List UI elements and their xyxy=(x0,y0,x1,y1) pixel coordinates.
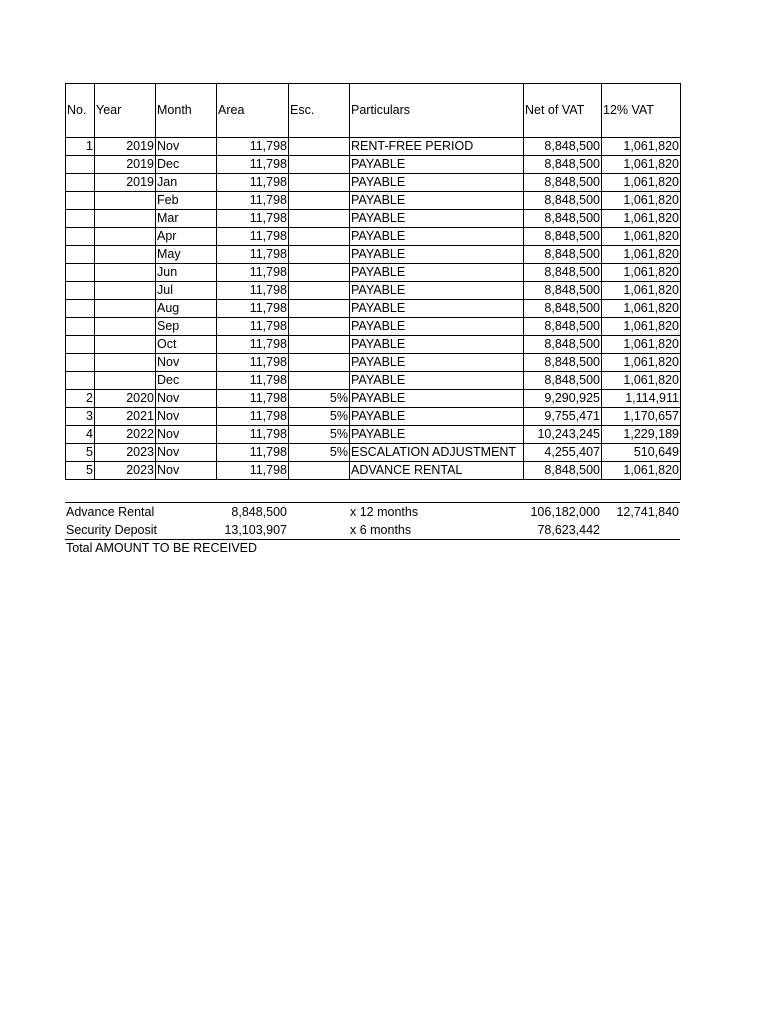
advance-rental-multiplier: x 12 months xyxy=(349,503,523,522)
cell-no: 3 xyxy=(66,408,95,426)
col-header-no: No. xyxy=(66,84,95,138)
cell-particulars: PAYABLE xyxy=(350,318,524,336)
cell-esc xyxy=(289,318,350,336)
cell-area: 11,798 xyxy=(217,336,289,354)
cell-esc xyxy=(289,138,350,156)
total-amount-label: Total AMOUNT TO BE RECEIVED xyxy=(66,541,258,555)
cell-year: 2023 xyxy=(95,462,156,480)
cell-net-of-vat: 9,290,925 xyxy=(524,390,602,408)
cell-year xyxy=(95,246,156,264)
cell-vat: 1,170,657 xyxy=(602,408,681,426)
table-row xyxy=(66,246,681,264)
cell-esc xyxy=(289,192,350,210)
cell-no xyxy=(66,336,95,354)
cell-no xyxy=(66,192,95,210)
security-deposit-row xyxy=(65,521,680,540)
cell-vat: 1,229,189 xyxy=(602,426,681,444)
cell-net-of-vat: 8,848,500 xyxy=(524,228,602,246)
cell-net-of-vat: 8,848,500 xyxy=(524,336,602,354)
cell-net-of-vat: 8,848,500 xyxy=(524,174,602,192)
cell-year: 2020 xyxy=(95,390,156,408)
cell-net-of-vat: 9,755,471 xyxy=(524,408,602,426)
cell-year xyxy=(95,372,156,390)
cell-vat: 1,061,820 xyxy=(602,174,681,192)
cell-year: 2019 xyxy=(95,174,156,192)
rental-schedule-table xyxy=(65,83,681,480)
table-row xyxy=(66,336,681,354)
table-row xyxy=(66,174,681,192)
cell-particulars: ADVANCE RENTAL xyxy=(350,462,524,480)
cell-particulars: PAYABLE xyxy=(350,246,524,264)
table-row xyxy=(66,192,681,210)
cell-esc xyxy=(289,228,350,246)
cell-esc xyxy=(289,174,350,192)
cell-area: 11,798 xyxy=(217,156,289,174)
cell-month: Sep xyxy=(156,318,217,336)
cell-particulars: PAYABLE xyxy=(350,156,524,174)
cell-esc xyxy=(289,462,350,480)
cell-no xyxy=(66,318,95,336)
cell-esc xyxy=(289,246,350,264)
cell-no xyxy=(66,264,95,282)
cell-vat: 1,061,820 xyxy=(602,300,681,318)
cell-net-of-vat: 8,848,500 xyxy=(524,300,602,318)
cell-no xyxy=(66,210,95,228)
cell-month: Apr xyxy=(156,228,217,246)
cell-net-of-vat: 8,848,500 xyxy=(524,282,602,300)
cell-year xyxy=(95,300,156,318)
table-row xyxy=(66,210,681,228)
cell-net-of-vat: 8,848,500 xyxy=(524,318,602,336)
cell-vat: 1,114,911 xyxy=(602,390,681,408)
cell-year: 2019 xyxy=(95,138,156,156)
advance-rental-net-total: 106,182,000 xyxy=(523,503,601,522)
cell-esc xyxy=(289,156,350,174)
cell-particulars: PAYABLE xyxy=(350,174,524,192)
cell-area: 11,798 xyxy=(217,462,289,480)
cell-area: 11,798 xyxy=(217,390,289,408)
cell-area: 11,798 xyxy=(217,318,289,336)
cell-net-of-vat: 8,848,500 xyxy=(524,210,602,228)
cell-month: Jul xyxy=(156,282,217,300)
cell-vat: 1,061,820 xyxy=(602,246,681,264)
col-header-area: Area xyxy=(217,84,289,138)
cell-esc xyxy=(289,336,350,354)
cell-month: Nov xyxy=(156,444,217,462)
cell-vat: 1,061,820 xyxy=(602,264,681,282)
cell-month: Dec xyxy=(156,372,217,390)
cell-net-of-vat: 10,243,245 xyxy=(524,426,602,444)
cell-year xyxy=(95,354,156,372)
cell-no xyxy=(66,228,95,246)
cell-vat: 1,061,820 xyxy=(602,354,681,372)
cell-vat: 1,061,820 xyxy=(602,210,681,228)
table-row xyxy=(66,318,681,336)
cell-net-of-vat: 8,848,500 xyxy=(524,264,602,282)
cell-net-of-vat: 8,848,500 xyxy=(524,156,602,174)
table-row xyxy=(66,444,681,462)
cell-vat: 1,061,820 xyxy=(602,228,681,246)
cell-particulars: PAYABLE xyxy=(350,426,524,444)
cell-area: 11,798 xyxy=(217,444,289,462)
cell-year: 2019 xyxy=(95,156,156,174)
cell-esc: 5% xyxy=(289,444,350,462)
cell-year: 2023 xyxy=(95,444,156,462)
cell-year: 2022 xyxy=(95,426,156,444)
security-deposit-spacer xyxy=(288,521,349,540)
cell-particulars: PAYABLE xyxy=(350,192,524,210)
cell-vat: 1,061,820 xyxy=(602,282,681,300)
table-row xyxy=(66,390,681,408)
cell-no: 2 xyxy=(66,390,95,408)
cell-area: 11,798 xyxy=(217,300,289,318)
cell-particulars: PAYABLE xyxy=(350,282,524,300)
table-row xyxy=(66,300,681,318)
summary-table xyxy=(65,502,680,540)
cell-particulars: PAYABLE xyxy=(350,264,524,282)
cell-year xyxy=(95,264,156,282)
cell-net-of-vat: 8,848,500 xyxy=(524,462,602,480)
header-row xyxy=(66,84,681,138)
security-deposit-vat-total xyxy=(601,521,680,540)
cell-esc xyxy=(289,372,350,390)
cell-area: 11,798 xyxy=(217,138,289,156)
table-row xyxy=(66,138,681,156)
cell-month: Nov xyxy=(156,138,217,156)
cell-month: Feb xyxy=(156,192,217,210)
cell-area: 11,798 xyxy=(217,228,289,246)
cell-no xyxy=(66,156,95,174)
cell-year xyxy=(95,318,156,336)
cell-month: Nov xyxy=(156,354,217,372)
cell-month: Aug xyxy=(156,300,217,318)
cell-year: 2021 xyxy=(95,408,156,426)
cell-no: 4 xyxy=(66,426,95,444)
cell-month: Oct xyxy=(156,336,217,354)
advance-rental-amount: 8,848,500 xyxy=(216,503,288,522)
cell-vat: 1,061,820 xyxy=(602,156,681,174)
cell-vat: 510,649 xyxy=(602,444,681,462)
cell-month: Jan xyxy=(156,174,217,192)
cell-particulars: PAYABLE xyxy=(350,408,524,426)
cell-vat: 1,061,820 xyxy=(602,318,681,336)
cell-area: 11,798 xyxy=(217,354,289,372)
cell-esc: 5% xyxy=(289,390,350,408)
cell-net-of-vat: 8,848,500 xyxy=(524,354,602,372)
cell-area: 11,798 xyxy=(217,210,289,228)
table-row xyxy=(66,228,681,246)
cell-area: 11,798 xyxy=(217,192,289,210)
col-header-net-of-vat: Net of VAT xyxy=(524,84,602,138)
table-row xyxy=(66,264,681,282)
cell-no xyxy=(66,174,95,192)
advance-rental-row xyxy=(65,503,680,522)
cell-month: Nov xyxy=(156,408,217,426)
table-row xyxy=(66,462,681,480)
cell-esc xyxy=(289,354,350,372)
table-row xyxy=(66,282,681,300)
rental-schedule xyxy=(65,83,680,555)
table-body xyxy=(66,138,681,480)
table-row xyxy=(66,426,681,444)
security-deposit-amount: 13,103,907 xyxy=(216,521,288,540)
cell-area: 11,798 xyxy=(217,408,289,426)
cell-particulars: PAYABLE xyxy=(350,300,524,318)
security-deposit-net-total: 78,623,442 xyxy=(523,521,601,540)
cell-no xyxy=(66,300,95,318)
cell-no xyxy=(66,282,95,300)
cell-esc xyxy=(289,210,350,228)
table-row xyxy=(66,156,681,174)
cell-month: Dec xyxy=(156,156,217,174)
security-deposit-multiplier: x 6 months xyxy=(349,521,523,540)
col-header-esc: Esc. xyxy=(289,84,350,138)
cell-net-of-vat: 8,848,500 xyxy=(524,138,602,156)
cell-no xyxy=(66,246,95,264)
advance-rental-vat-total: 12,741,840 xyxy=(601,503,680,522)
cell-vat: 1,061,820 xyxy=(602,192,681,210)
cell-month: Jun xyxy=(156,264,217,282)
cell-esc: 5% xyxy=(289,426,350,444)
cell-year xyxy=(95,282,156,300)
cell-no xyxy=(66,372,95,390)
cell-month: Nov xyxy=(156,462,217,480)
cell-no: 5 xyxy=(66,444,95,462)
cell-vat: 1,061,820 xyxy=(602,462,681,480)
cell-net-of-vat: 8,848,500 xyxy=(524,372,602,390)
advance-rental-label: Advance Rental xyxy=(65,503,216,522)
cell-particulars: PAYABLE xyxy=(350,354,524,372)
cell-esc: 5% xyxy=(289,408,350,426)
cell-area: 11,798 xyxy=(217,426,289,444)
col-header-particulars: Particulars xyxy=(350,84,524,138)
cell-vat: 1,061,820 xyxy=(602,138,681,156)
cell-esc xyxy=(289,264,350,282)
cell-month: Mar xyxy=(156,210,217,228)
security-deposit-label: Security Deposit xyxy=(65,521,216,540)
cell-area: 11,798 xyxy=(217,282,289,300)
cell-month: May xyxy=(156,246,217,264)
cell-month: Nov xyxy=(156,426,217,444)
cell-area: 11,798 xyxy=(217,174,289,192)
cell-month: Nov xyxy=(156,390,217,408)
cell-year xyxy=(95,210,156,228)
table-row xyxy=(66,408,681,426)
cell-no: 1 xyxy=(66,138,95,156)
cell-no: 5 xyxy=(66,462,95,480)
cell-particulars: ESCALATION ADJUSTMENT xyxy=(350,444,524,462)
cell-esc xyxy=(289,282,350,300)
cell-particulars: RENT-FREE PERIOD xyxy=(350,138,524,156)
cell-particulars: PAYABLE xyxy=(350,336,524,354)
cell-vat: 1,061,820 xyxy=(602,336,681,354)
cell-vat: 1,061,820 xyxy=(602,372,681,390)
advance-rental-spacer xyxy=(288,503,349,522)
col-header-year: Year xyxy=(95,84,156,138)
cell-particulars: PAYABLE xyxy=(350,210,524,228)
col-header-month: Month xyxy=(156,84,217,138)
cell-particulars: PAYABLE xyxy=(350,372,524,390)
cell-particulars: PAYABLE xyxy=(350,390,524,408)
cell-net-of-vat: 8,848,500 xyxy=(524,246,602,264)
cell-year xyxy=(95,192,156,210)
cell-esc xyxy=(289,300,350,318)
cell-net-of-vat: 4,255,407 xyxy=(524,444,602,462)
cell-particulars: PAYABLE xyxy=(350,228,524,246)
cell-area: 11,798 xyxy=(217,264,289,282)
cell-no xyxy=(66,354,95,372)
col-header-vat: 12% VAT xyxy=(602,84,681,138)
table-row xyxy=(66,354,681,372)
cell-net-of-vat: 8,848,500 xyxy=(524,192,602,210)
cell-year xyxy=(95,228,156,246)
cell-year xyxy=(95,336,156,354)
table-row xyxy=(66,372,681,390)
cell-area: 11,798 xyxy=(217,246,289,264)
cell-area: 11,798 xyxy=(217,372,289,390)
